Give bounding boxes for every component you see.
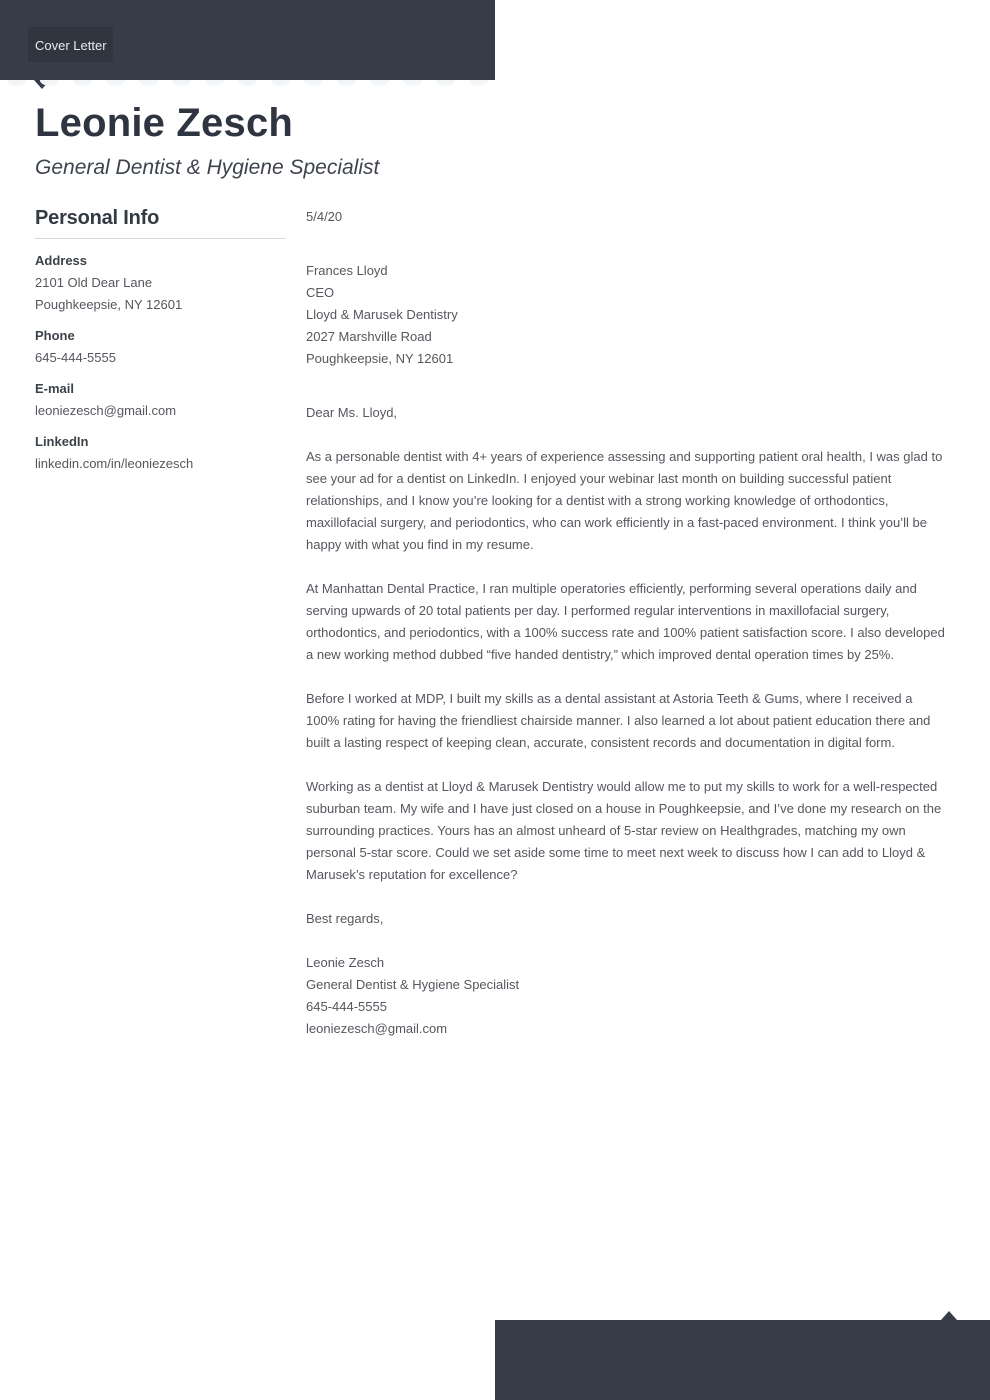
recipient-name: Frances Lloyd (306, 263, 388, 278)
job-title: General Dentist & Hygiene Specialist (35, 156, 380, 179)
recipient-title: CEO (306, 285, 335, 300)
letter-body (306, 206, 946, 1040)
top-banner (0, 0, 495, 80)
address-line-2: Poughkeepsie, NY 12601 (35, 297, 183, 312)
signature-block (306, 952, 946, 1040)
signature-name: Leonie Zesch (306, 955, 385, 970)
signature-email: leoniezesch@gmail.com (306, 1021, 448, 1036)
recipient-street: 2027 Marshville Road (306, 329, 432, 344)
tab-cover-letter[interactable]: Cover Letter (35, 38, 107, 53)
salutation: Dear Ms. Lloyd, (306, 405, 398, 420)
field-phone (35, 325, 286, 369)
closing-phrase: Best regards, (306, 911, 384, 926)
paragraph-background: Before I worked at MDP, I built my skills as a dental assistant at Astoria Teeth & Gums, where I received a 100% rating for having the friendliest chairside manner. I also learned a lot about patient education there and built a lasting respect of keeping clean, accurate, consistent records and documentation in digital form. (306, 691, 931, 750)
signature-phone: 645-444-5555 (306, 999, 387, 1014)
paragraph-experience: At Manhattan Dental Practice, I ran multiple operatories efficiently, performing several operations daily and serving upwards of 20 total patients per day. I performed regular interventions in maxillofacial surgery, orthodontics, and periodontics, with a 100% success rate and 100% patient satisfaction score. I also developed a new working method dubbed “five handed dentistry,” which improved dental operation times by 25%. (306, 581, 945, 662)
personal-info-heading: Personal Info (35, 206, 286, 239)
scallop-edge-decoration (0, 80, 495, 91)
linkedin-value: linkedin.com/in/leoniezesch (35, 456, 194, 471)
page-title-name: Leonie Zesch (35, 101, 294, 145)
pointer-up-icon (941, 1311, 957, 1320)
recipient-city: Poughkeepsie, NY 12601 (306, 351, 454, 366)
recipient-block (306, 260, 946, 370)
field-linkedin (35, 431, 286, 475)
personal-info-section (35, 206, 286, 475)
paragraph-motivation: Working as a dentist at Lloyd & Marusek Dentistry would allow me to put my skills to work for a well-respected suburban team. My wife and I have just closed on a house in Poughkeepsie, and I’ve done my research on the surrounding practices. Yours has an almost unheard of 5-star review on Healthgrades, matching my own personal 5-star score. Could we set aside some time to meet next week to discuss how I can add to Lloyd & Marusek’s reputation for excellence? (306, 779, 942, 882)
phone-label: Phone (35, 328, 75, 343)
email-label: E-mail (35, 381, 75, 396)
phone-value: 645-444-5555 (35, 350, 116, 365)
email-value: leoniezesch@gmail.com (35, 403, 177, 418)
linkedin-label: LinkedIn (35, 434, 89, 449)
field-address (35, 250, 286, 316)
recipient-company: Lloyd & Marusek Dentistry (306, 307, 458, 322)
bottom-banner (495, 1320, 990, 1400)
signature-title: General Dentist & Hygiene Specialist (306, 977, 520, 992)
letter-date: 5/4/20 (306, 209, 343, 224)
address-line-1: 2101 Old Dear Lane (35, 275, 153, 290)
paragraph-intro: As a personable dentist with 4+ years of experience assessing and supporting patient oral health, I was glad to see your ad for a dentist on LinkedIn. I enjoyed your webinar last month on building successful patient relationships, and I know you’re looking for a dentist with a strong working knowledge of orthodontics, maxillofacial surgery, and periodontics, who can work efficiently in a fast-paced environment. I think you’ll be happy with what you find in my resume. (306, 449, 943, 552)
field-email (35, 378, 286, 422)
address-label: Address (35, 253, 88, 268)
